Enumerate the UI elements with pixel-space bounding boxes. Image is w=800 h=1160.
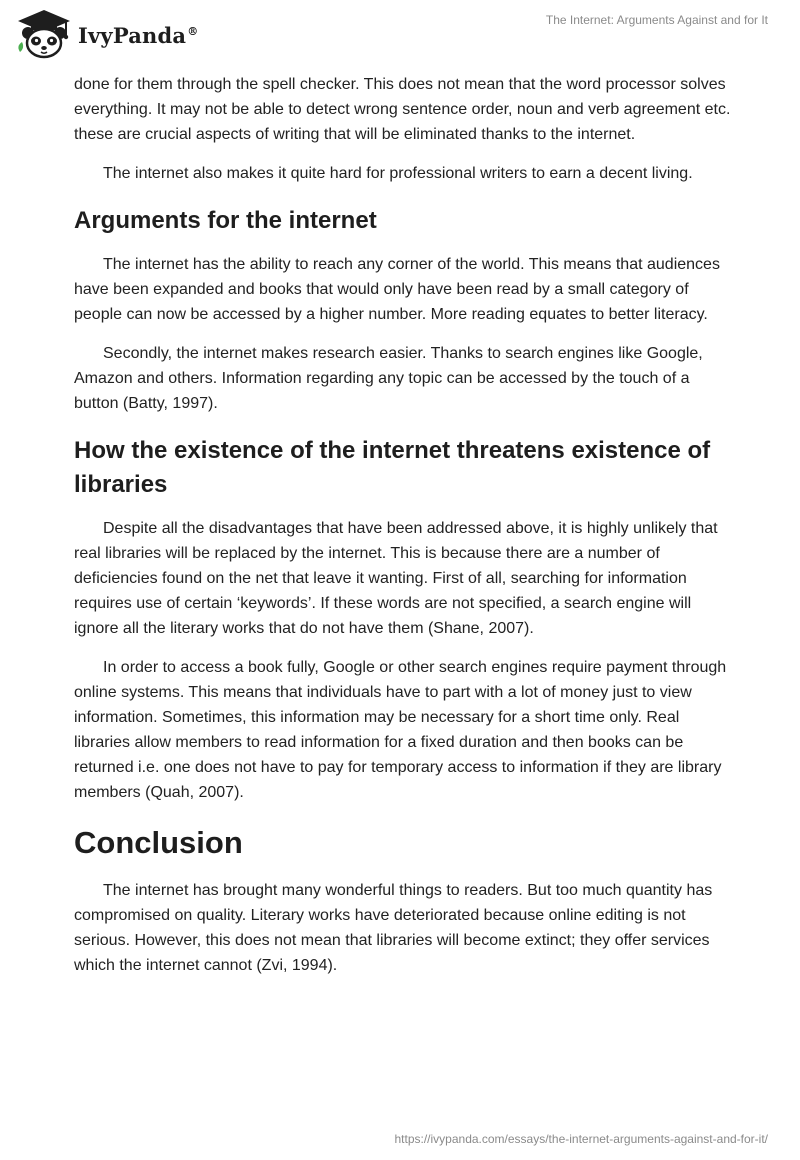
page-header: [0, 0, 800, 70]
heading-arguments-for: Arguments for the internet: [74, 207, 377, 234]
paragraph-conclusion: The internet has brought many wonderful things to readers. But too much quantity has compromised on quality. Literary works have deteriorated because online editing is not serious. However, this does not mean that libraries will become extinct; they offer services which the internet cannot (Zvi, 1994).: [74, 882, 713, 974]
registered-mark: ®: [187, 24, 199, 38]
heading-libraries-threat: How the existence of the internet threatens existence of libraries: [74, 437, 711, 498]
paragraph-writers-income: The internet also makes it quite hard for professional writers to earn a decent living.: [103, 165, 693, 182]
source-url[interactable]: https://ivypanda.com/essays/the-internet-arguments-against-and-for-it/: [394, 1132, 768, 1146]
ivypanda-logo[interactable]: [14, 8, 198, 60]
paragraph-research: Secondly, the internet makes research easier. Thanks to search engines like Google, Amazon and others. Information regarding any topic can be accessed by the touch of a button (Batty, 1997).: [74, 345, 703, 412]
paragraph-continued: done for them through the spell checker. This does not mean that the word processor solves everything. It may not be able to detect wrong sentence order, noun and verb agreement etc. these are crucial aspects of writing that will be eliminated thanks to the internet.: [74, 76, 731, 143]
document-title: The Internet: Arguments Against and for It: [545, 13, 768, 27]
panda-graduate-icon: [14, 8, 74, 60]
essay-body: [74, 72, 734, 992]
paragraph-payment: In order to access a book fully, Google or other search engines require payment through online systems. This means that individuals have to part with a lot of money just to view information. Sometimes, this information may be necessary for a short time only. Real libraries allow members to read information for a fixed duration and then books can be returned i.e. one does not have to pay for temporary access to information if they are library members (Quah, 2007).: [74, 659, 727, 801]
paragraph-keywords: Despite all the disadvantages that have been addressed above, it is highly unlikely that real libraries will be replaced by the internet. This is because there are a number of deficiencies found on the net that leave it wanting. First of all, searching for information requires use of certain ‘keywords’. If these words are not specified, a search engine will ignore all the literary works that do not have them (Shane, 2007).: [74, 520, 718, 637]
paragraph-reach: The internet has the ability to reach any corner of the world. This means that audiences have been expanded and books that would only have been read by a small category of people can now be accessed by a higher number. More reading equates to better literacy.: [74, 256, 720, 323]
heading-conclusion: Conclusion: [74, 825, 243, 860]
brand-name: IvyPanda®: [78, 22, 199, 48]
